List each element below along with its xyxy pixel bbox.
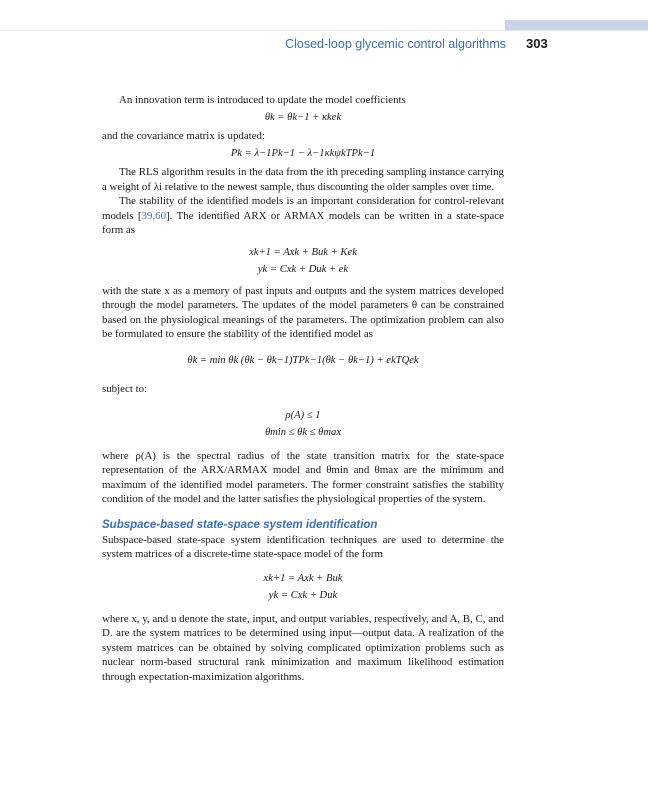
equation-output-line: yk = Cxk + Duk + ek — [257, 263, 349, 275]
paragraph-subspace: Subspace-based state-space system identification techniques are used to determine the system matrices of a discrete-time state-space model of the form — [102, 533, 504, 560]
equation-state-line: xk+1 = Axk + Buk + Kek — [249, 246, 357, 258]
equation-state-space-armax — [102, 244, 504, 278]
paragraph-stability-text-a: The stability of the identified models is an important consideration for control-relevant models [ — [102, 195, 504, 222]
section-heading: Subspace-based state-space system identification — [102, 518, 378, 531]
equation-state-line-2: xk+1 = Axk + Buk — [263, 572, 343, 584]
header-rule — [0, 30, 648, 31]
equation-parameter-bounds: θmin ≤ θk ≤ θmax — [264, 426, 342, 438]
equation-output-line-2: yk = Cxk + Duk — [268, 589, 338, 601]
page-number: 303 — [526, 36, 548, 51]
equation-covariance-update: Pk = λ−1Pk−1 − λ−1κkψkTPk−1 — [230, 147, 376, 159]
header-accent-bar — [505, 20, 648, 30]
equation-parameter-update: θk = θk−1 + κkek — [264, 111, 342, 123]
paragraph-covariance: and the covariance matrix is updated: — [102, 130, 265, 142]
paragraph-innovation: An innovation term is introduced to update the model coefficients — [119, 94, 406, 106]
paragraph-variables: where x, y, and u denote the state, input, and output variables, respectively, and A, B, C, and D. are the system matrices to be determined using input—output data. A realization of the system matrices can be obtained by solving complicated optimization problems such as nuclear norm-based structural rank minimization and maximum likelihood estimation through expectation-maximization algorithms. — [102, 612, 504, 683]
equation-optimization: θk = min θk (θk − θk−1)TPk−1(θk − θk−1) + ekTQek — [187, 354, 419, 366]
running-title: Closed-loop glycemic control algorithms — [285, 37, 506, 51]
paragraph-state-memory: with the state x as a memory of past inputs and outputs and the system matrices developed through the model parameters. The updates of the model parameters θ can be constrained based on the physiological meanings of the parameters. The optimization problem can also be formulated to ensure the stability of the identified model as — [102, 284, 504, 340]
equation-state-space — [102, 570, 504, 604]
paragraph-subject-to: subject to: — [102, 383, 148, 395]
equation-constraints — [102, 407, 504, 441]
paragraph-stability — [102, 194, 504, 238]
citation-link[interactable]: 39,60 — [141, 209, 167, 222]
paragraph-rls: The RLS algorithm results in the data from the ith preceding sampling instance carrying a weight of λi relative to the newest sample, thus discounting the older samples over time. — [102, 166, 504, 193]
page-body — [102, 93, 504, 684]
equation-spectral-radius: ρ(A) ≤ 1 — [285, 409, 321, 421]
paragraph-stability-text-b: ]. The identified ARX or ARMAX models can be written in a state-space form as — [102, 209, 505, 236]
paragraph-spectral-radius: where ρ(A) is the spectral radius of the state transition matrix for the state-space representation of the ARX/ARMAX model and θmin and θmax are the minimum and maximum of the identified model parameters. The former constraint satisfies the stability condition of the model and the latter satisfies the physiological properties of the system. — [102, 449, 504, 505]
